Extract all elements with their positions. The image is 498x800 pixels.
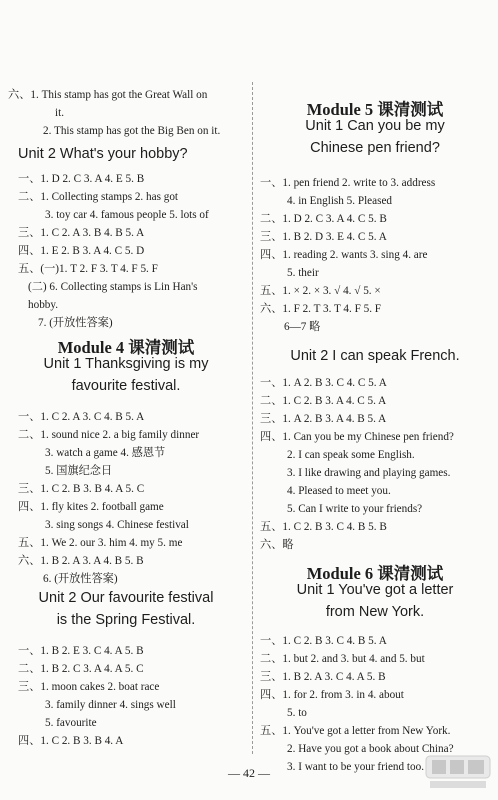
right-answer-line: 5. Can I write to your friends? bbox=[287, 503, 423, 515]
left-answer-line: 四、1. fly kites 2. football game bbox=[18, 501, 164, 513]
left-answer-line: 六、1. B 2. A 3. A 4. B 5. B bbox=[18, 555, 144, 567]
left-answer-line: 3. watch a game 4. 感恩节 bbox=[45, 447, 166, 459]
right-unit-heading: Unit 2 I can speak French. bbox=[290, 348, 460, 364]
right-answer-line: 一、1. C 2. B 3. C 4. B 5. A bbox=[260, 635, 387, 647]
right-unit-heading: Unit 1 You've got a letter bbox=[296, 582, 454, 598]
left-answer-line: it. bbox=[55, 107, 65, 119]
right-answer-line: 三、1. B 2. A 3. C 4. A 5. B bbox=[260, 671, 386, 683]
right-unit-heading: Unit 1 Can you be my bbox=[305, 118, 445, 134]
right-answer-line: 2. I can speak some English. bbox=[287, 449, 415, 461]
right-answer-line: 二、1. C 2. B 3. A 4. C 5. A bbox=[260, 395, 387, 407]
right-answer-line: 一、1. A 2. B 3. C 4. C 5. A bbox=[260, 377, 387, 389]
left-answer-line: 5. favourite bbox=[45, 717, 97, 729]
left-answer-line: 3. family dinner 4. sings well bbox=[45, 699, 176, 711]
right-answer-line: 4. in English 5. Pleased bbox=[287, 195, 393, 207]
left-answer-line: 二、1. Collecting stamps 2. has got bbox=[18, 191, 179, 203]
left-unit-heading: Unit 2 What's your hobby? bbox=[18, 146, 188, 162]
left-answer-line: 三、1. C 2. A 3. B 4. B 5. A bbox=[18, 227, 145, 239]
left-answer-line: 三、1. C 2. B 3. B 4. A 5. C bbox=[18, 483, 145, 495]
left-answer-line: (二) 6. Collecting stamps is Lin Han's bbox=[28, 281, 198, 293]
right-answer-line: 五、1. You've got a letter from New York. bbox=[260, 725, 451, 737]
page-number: — 42 — bbox=[228, 766, 270, 780]
right-answer-line: 3. I like drawing and playing games. bbox=[287, 467, 451, 479]
right-answer-line: 3. I want to be your friend too. bbox=[287, 761, 425, 773]
column-divider bbox=[252, 82, 253, 754]
left-answer-line: 五、1. We 2. our 3. him 4. my 5. me bbox=[18, 537, 183, 549]
right-answer-line: 四、1. Can you be my Chinese pen friend? bbox=[260, 431, 454, 443]
right-module-heading: Module 5 课清测试 bbox=[306, 100, 444, 119]
left-answer-line: 一、1. C 2. A 3. C 4. B 5. A bbox=[18, 411, 145, 423]
right-unit-heading: Chinese pen friend? bbox=[310, 140, 440, 156]
left-answer-line: 五、(一)1. T 2. F 3. T 4. F 5. F bbox=[18, 263, 158, 275]
right-answer-line: 六、略 bbox=[260, 539, 294, 551]
left-unit-heading: Unit 2 Our favourite festival bbox=[38, 590, 214, 606]
right-answer-line: 五、1. C 2. B 3. C 4. B 5. B bbox=[260, 521, 387, 533]
left-answer-line: 7. (开放性答案) bbox=[38, 317, 113, 329]
left-module-heading: Module 4 课清测试 bbox=[57, 338, 195, 357]
left-answer-line: 3. sing songs 4. Chinese festival bbox=[45, 519, 189, 531]
right-unit-heading: from New York. bbox=[325, 604, 425, 620]
left-answer-line: 三、1. moon cakes 2. boat race bbox=[18, 681, 160, 693]
right-answer-line: 三、1. A 2. B 3. A 4. B 5. A bbox=[260, 413, 387, 425]
right-answer-line: 二、1. but 2. and 3. but 4. and 5. but bbox=[260, 653, 425, 665]
right-answer-line: 5. their bbox=[287, 267, 319, 279]
left-unit-heading: is the Spring Festival. bbox=[56, 612, 196, 628]
left-unit-heading: favourite festival. bbox=[71, 378, 181, 394]
left-answer-line: 一、1. D 2. C 3. A 4. E 5. B bbox=[18, 173, 145, 185]
right-answer-line: 四、1. for 2. from 3. in 4. about bbox=[260, 689, 404, 701]
left-unit-heading: Unit 1 Thanksgiving is my bbox=[43, 356, 209, 372]
left-answer-line: 一、1. B 2. E 3. C 4. A 5. B bbox=[18, 645, 144, 657]
left-answer-line: 6. (开放性答案) bbox=[43, 573, 118, 585]
left-answer-line: 二、1. B 2. C 3. A 4. A 5. C bbox=[18, 663, 144, 675]
right-answer-line: 5. to bbox=[287, 707, 307, 719]
right-answer-line: 一、1. pen friend 2. write to 3. address bbox=[260, 177, 436, 189]
right-answer-line: 五、1. × 2. × 3. √ 4. √ 5. × bbox=[260, 285, 381, 297]
left-answer-line: 六、1. This stamp has got the Great Wall on bbox=[8, 89, 208, 101]
right-module-heading: Module 6 课清测试 bbox=[306, 564, 444, 583]
left-answer-line: 四、1. E 2. B 3. A 4. C 5. D bbox=[18, 245, 145, 257]
right-answer-line: 4. Pleased to meet you. bbox=[287, 485, 391, 497]
right-answer-line: 6—7 略 bbox=[284, 321, 321, 333]
left-answer-line: 二、1. sound nice 2. a big family dinner bbox=[18, 429, 200, 441]
right-answer-line: 四、1. reading 2. wants 3. sing 4. are bbox=[260, 249, 428, 261]
watermark-logo bbox=[424, 752, 492, 792]
right-answer-line: 2. Have you got a book about China? bbox=[287, 743, 454, 755]
left-answer-line: 四、1. C 2. B 3. B 4. A bbox=[18, 735, 124, 747]
left-answer-line: 5. 国旗纪念日 bbox=[45, 465, 113, 477]
right-answer-line: 三、1. B 2. D 3. E 4. C 5. A bbox=[260, 231, 387, 243]
left-answer-line: hobby. bbox=[28, 299, 59, 311]
left-answer-line: 3. toy car 4. famous people 5. lots of bbox=[45, 209, 209, 221]
right-answer-line: 六、1. F 2. T 3. T 4. F 5. F bbox=[260, 303, 382, 315]
right-answer-line: 二、1. D 2. C 3. A 4. C 5. B bbox=[260, 213, 387, 225]
left-answer-line: 2. This stamp has got the Big Ben on it. bbox=[43, 125, 221, 137]
